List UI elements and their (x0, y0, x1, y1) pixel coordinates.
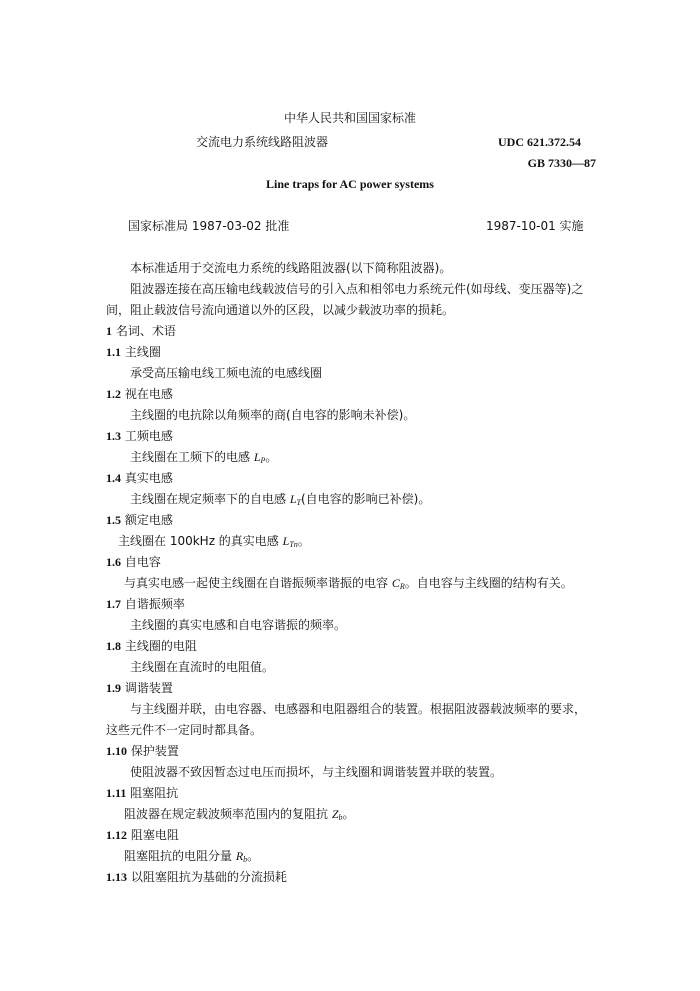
intro-paragraph-2-line-2: 间，阻止载波信号流向通道以外的区段，以减少载波功率的损耗。 (106, 303, 455, 317)
symbol-subscript: T (296, 498, 301, 507)
symbol-subscript: b (243, 855, 248, 864)
section-number: 1.1 (106, 345, 121, 359)
section-title: 真实电感 (124, 471, 173, 485)
section-1-9-heading (106, 681, 173, 695)
symbol-subscript: P (260, 456, 266, 465)
intro-paragraph-1: 本标准适用于交流电力系统的线路阻波器(以下简称阻波器)。 (130, 261, 452, 275)
section-1-8-heading (106, 639, 197, 653)
section-1-1-text: 承受高压输电线工频电流的电感线圈 (130, 366, 323, 380)
symbol-subscript: R (399, 582, 405, 591)
section-1-11-text (124, 807, 355, 825)
text-segment: 与真实电感一起使主线圈在自谐振频率谐振的电容 (124, 576, 392, 590)
text-segment: 主线圈在 100kHz 的真实电感 (118, 534, 283, 548)
section-title: 阻塞电阻 (130, 828, 179, 842)
symbol: L (253, 450, 261, 464)
section-1-6-text (124, 576, 573, 594)
section-number: 1.11 (106, 786, 127, 800)
document-title-en: Line traps for AC power systems (266, 177, 434, 191)
section-title: 自电容 (124, 555, 161, 569)
section-number: 1.7 (106, 597, 121, 611)
symbol: L (289, 492, 297, 506)
section-1-10-heading (106, 744, 179, 758)
text-segment: (自电容的影响已补偿)。 (300, 492, 431, 506)
section-number: 1.8 (106, 639, 121, 653)
section-1-11-heading (106, 786, 178, 800)
section-number: 1.12 (106, 828, 127, 842)
section-title: 阻塞阻抗 (130, 786, 179, 800)
symbol-subscript: b (338, 813, 343, 822)
text-segment: 。 (265, 450, 278, 464)
gb-number: GB 7330—87 (527, 156, 596, 170)
symbol-subscript: Tn (289, 540, 298, 549)
intro-paragraph-2-line-1: 阻波器连接在高压输电线载波信号的引入点和相邻电力系统元件(如母线、变压器等)之 (130, 282, 584, 296)
text-segment: 主线圈在工频下的电感 (130, 450, 254, 464)
section-number: 1.2 (106, 387, 121, 401)
text-segment: 主线圈在规定频率下的自电感 (130, 492, 290, 506)
section-number: 1.13 (106, 870, 127, 884)
section-1-10-text: 使阻波器不致因暂态过电压而损坏，与主线圈和调谐装置并联的装置。 (130, 765, 503, 779)
section-1-9-text-line-1: 与主线圈并联，由电容器、电感器和电阻器组合的装置。根据阻波器载波频率的要求， (130, 702, 587, 716)
section-number: 1 (106, 324, 112, 338)
section-number: 1.10 (106, 744, 127, 758)
section-title: 保护装置 (130, 744, 179, 758)
text-segment: 。 (297, 534, 310, 548)
section-title: 以阻塞阻抗为基础的分流损耗 (130, 870, 287, 884)
section-title: 自谐振频率 (124, 597, 185, 611)
section-title: 主线圈的电阻 (124, 639, 197, 653)
text-segment: 。 (342, 807, 355, 821)
symbol: C (391, 576, 400, 590)
section-number: 1.9 (106, 681, 121, 695)
text-segment: 。 (247, 849, 260, 863)
section-1-5-heading (106, 513, 173, 527)
section-title: 名词、术语 (115, 324, 176, 338)
section-1-4-text (130, 492, 430, 510)
section-number: 1.4 (106, 471, 121, 485)
section-1-1-heading (106, 345, 161, 359)
section-1-8-text: 主线圈在直流时的电阻值。 (130, 660, 275, 674)
symbol: R (235, 849, 244, 863)
symbol: L (282, 534, 290, 548)
text-segment: 。自电容与主线圈的结构有关。 (404, 576, 573, 590)
section-title: 额定电感 (124, 513, 173, 527)
section-title: 调谐装置 (124, 681, 173, 695)
implementation-date: 1987-10-01 实施 (486, 219, 584, 233)
section-1-3-text (130, 450, 277, 468)
section-1-12-heading (106, 828, 179, 842)
text-segment: 阻塞阻抗的电阻分量 (124, 849, 236, 863)
section-1-6-heading (106, 555, 161, 569)
section-title: 主线圈 (124, 345, 161, 359)
section-number: 1.6 (106, 555, 121, 569)
approval-date: 国家标准局 1987-03-02 批准 (128, 219, 290, 233)
section-1-13-heading (106, 870, 287, 884)
section-1-2-heading (106, 387, 173, 401)
document-title-cn: 交流电力系统线路阻波器 (196, 135, 329, 149)
section-1-7-heading (106, 597, 185, 611)
section-1-2-text: 主线圈的电抗除以角频率的商(自电容的影响未补偿)。 (130, 408, 416, 422)
section-title: 视在电感 (124, 387, 173, 401)
section-1-3-heading (106, 429, 173, 443)
section-number: 1.5 (106, 513, 121, 527)
text-segment: 阻波器在规定载波频率范围内的复阻抗 (124, 807, 332, 821)
section-title: 工频电感 (124, 429, 173, 443)
section-number: 1.3 (106, 429, 121, 443)
section-1-12-text (124, 849, 259, 867)
national-standard-heading: 中华人民共和国国家标准 (283, 111, 416, 125)
symbol: Z (331, 807, 339, 821)
section-1-heading (106, 324, 176, 338)
section-1-9-text-line-2: 这些元件不一定同时都具备。 (106, 723, 263, 737)
udc-number: UDC 621.372.54 (498, 135, 581, 149)
section-1-4-heading (106, 471, 173, 485)
section-1-5-text (118, 534, 310, 552)
section-1-7-text: 主线圈的真实电感和自电容谐振的频率。 (130, 618, 347, 632)
